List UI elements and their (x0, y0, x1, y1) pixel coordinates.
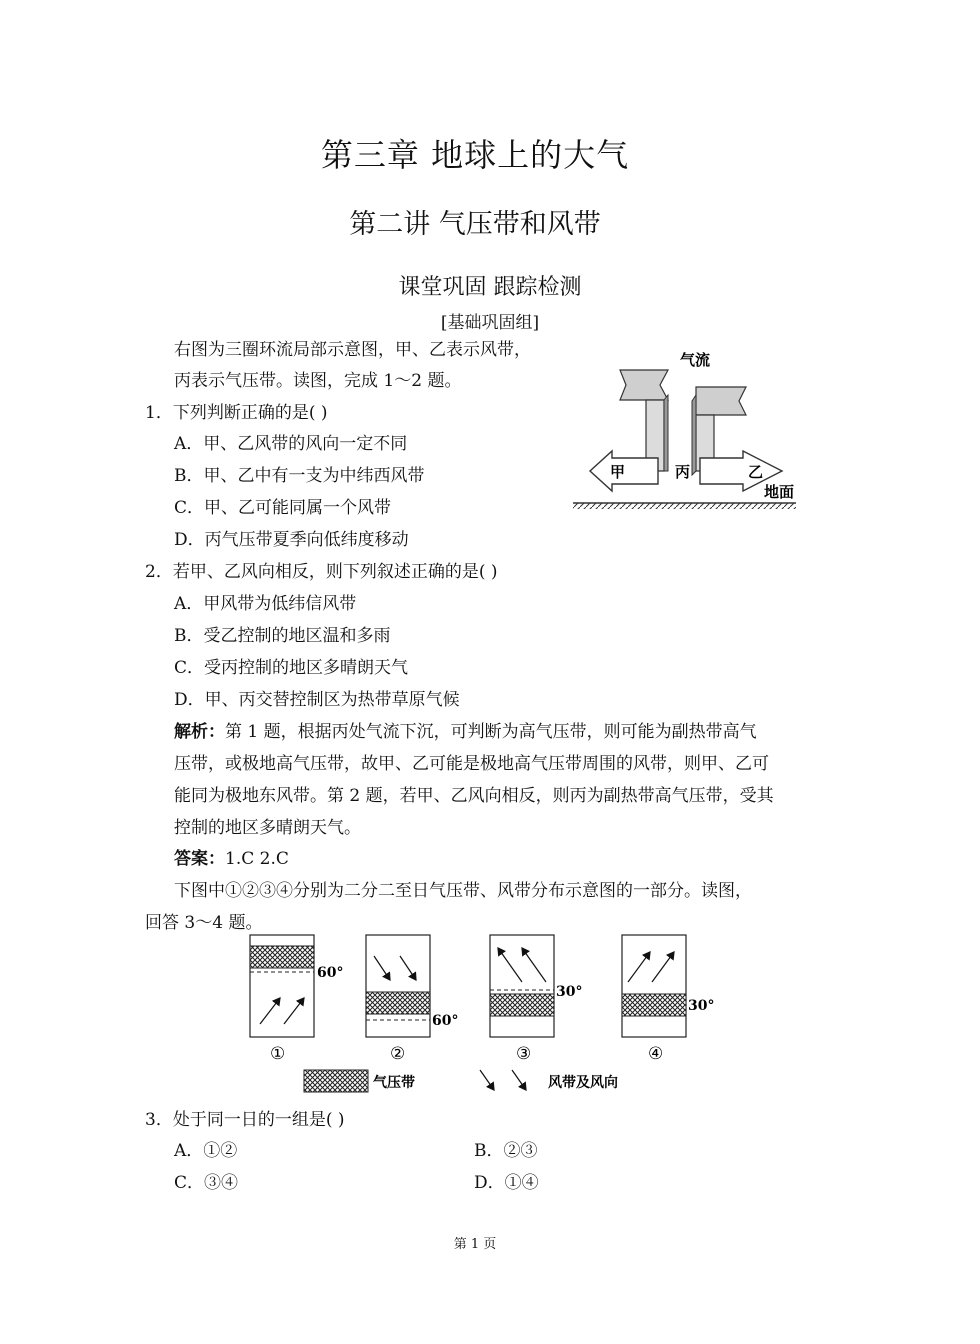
chapter-title: 第三章 地球上的大气 (320, 136, 630, 174)
q2-option-d: D．甲、丙交替控制区为热带草原气候 (174, 690, 460, 710)
panel-label-2: ② (390, 1044, 406, 1064)
airflow-label: 气流 (680, 351, 711, 369)
legend-wind-arrow (512, 1070, 526, 1090)
q1-stem: 1．下列判断正确的是( ) (145, 403, 328, 423)
analysis-line4: 控制的地区多晴朗天气。 (174, 818, 361, 838)
panel-2 (366, 935, 458, 1064)
q2-option-b: B．受乙控制的地区温和多雨 (174, 626, 391, 646)
q1-option-a: A．甲、乙风带的风向一定不同 (174, 434, 408, 454)
legend (304, 1070, 618, 1092)
q3-option-c: C．③④ (174, 1173, 239, 1193)
q1-option-c: C．甲、乙可能同属一个风带 (174, 498, 392, 518)
q3-option-d: D．①④ (474, 1173, 539, 1193)
lat-label-1: 60° (317, 965, 344, 981)
legend-belt-swatch (304, 1070, 368, 1092)
jia-label: 甲 (610, 463, 626, 481)
intro2-line2: 回答 3～4 题。 (145, 913, 263, 933)
section-title: 课堂巩固 跟踪检测 (398, 275, 582, 300)
panel-label-3: ③ (516, 1044, 532, 1064)
group-label: [基础巩固组] (440, 313, 540, 333)
answer-text: 1.C 2.C (225, 849, 289, 869)
analysis-label: 解析： (174, 722, 225, 742)
analysis-line2: 压带，或极地高气压带，故甲、乙可能是极地高气压带周围的风带，则甲、乙可 (174, 754, 769, 774)
analysis-line3: 能同为极地东风带。第 2 题，若甲、乙风向相反，则丙为副热带高气压带，受其 (174, 786, 774, 806)
intro1-line1: 右图为三圈环流局部示意图，甲、乙表示风带， (174, 340, 531, 360)
pressure-belt-4 (622, 994, 686, 1016)
legend-belt-label: 气压带 (373, 1075, 415, 1091)
bing-label: 丙 (675, 463, 691, 481)
q3-option-b: B．②③ (474, 1141, 538, 1161)
panel-1 (250, 935, 343, 1064)
page-number: 第 1 页 (453, 1237, 497, 1252)
q3-stem: 3．处于同一日的一组是( ) (145, 1110, 345, 1130)
q2-option-a: A．甲风带为低纬信风带 (174, 594, 357, 614)
intro1-line2: 丙表示气压带。读图，完成 1～2 题。 (174, 371, 462, 391)
answer-label: 答案： (174, 849, 225, 869)
intro2-line1: 下图中①②③④分别为二分二至日气压带、风带分布示意图的一部分。读图， (174, 881, 752, 901)
analysis-text1: 第 1 题，根据丙处气流下沉，可判断为高气压带，则可能为副热带高气 (225, 722, 757, 742)
q1-option-b: B．甲、乙中有一支为中纬西风带 (174, 466, 425, 486)
lat-label-4: 30° (688, 998, 715, 1014)
q2-stem: 2．若甲、乙风向相反，则下列叙述正确的是( ) (145, 562, 498, 582)
panel-4 (622, 935, 714, 1064)
panel-3 (490, 935, 582, 1064)
left-airflow-arrow (620, 370, 668, 471)
pressure-belt-2 (366, 992, 430, 1014)
legend-wind-label: 风带及风向 (548, 1075, 618, 1091)
belt-panels-figure (240, 930, 715, 1100)
pressure-belt-1 (250, 946, 314, 968)
pressure-belt-3 (490, 994, 554, 1016)
circulation-figure (568, 345, 803, 513)
lat-label-2: 60° (432, 1013, 459, 1029)
q2-option-c: C．受丙控制的地区多晴朗天气 (174, 658, 409, 678)
legend-wind-arrow (480, 1070, 494, 1090)
panel-label-1: ① (270, 1044, 286, 1064)
q3-option-a: A．①② (174, 1141, 238, 1161)
yi-label: 乙 (748, 463, 764, 481)
panel-label-4: ④ (648, 1044, 664, 1064)
analysis-line1 (174, 722, 757, 742)
lecture-title: 第二讲 气压带和风带 (349, 209, 601, 240)
q1-option-d: D．丙气压带夏季向低纬度移动 (174, 530, 409, 550)
lat-label-3: 30° (556, 984, 583, 1000)
answer-line (174, 849, 289, 869)
ground-hatch (573, 503, 796, 509)
ground-label: 地面 (764, 483, 795, 501)
